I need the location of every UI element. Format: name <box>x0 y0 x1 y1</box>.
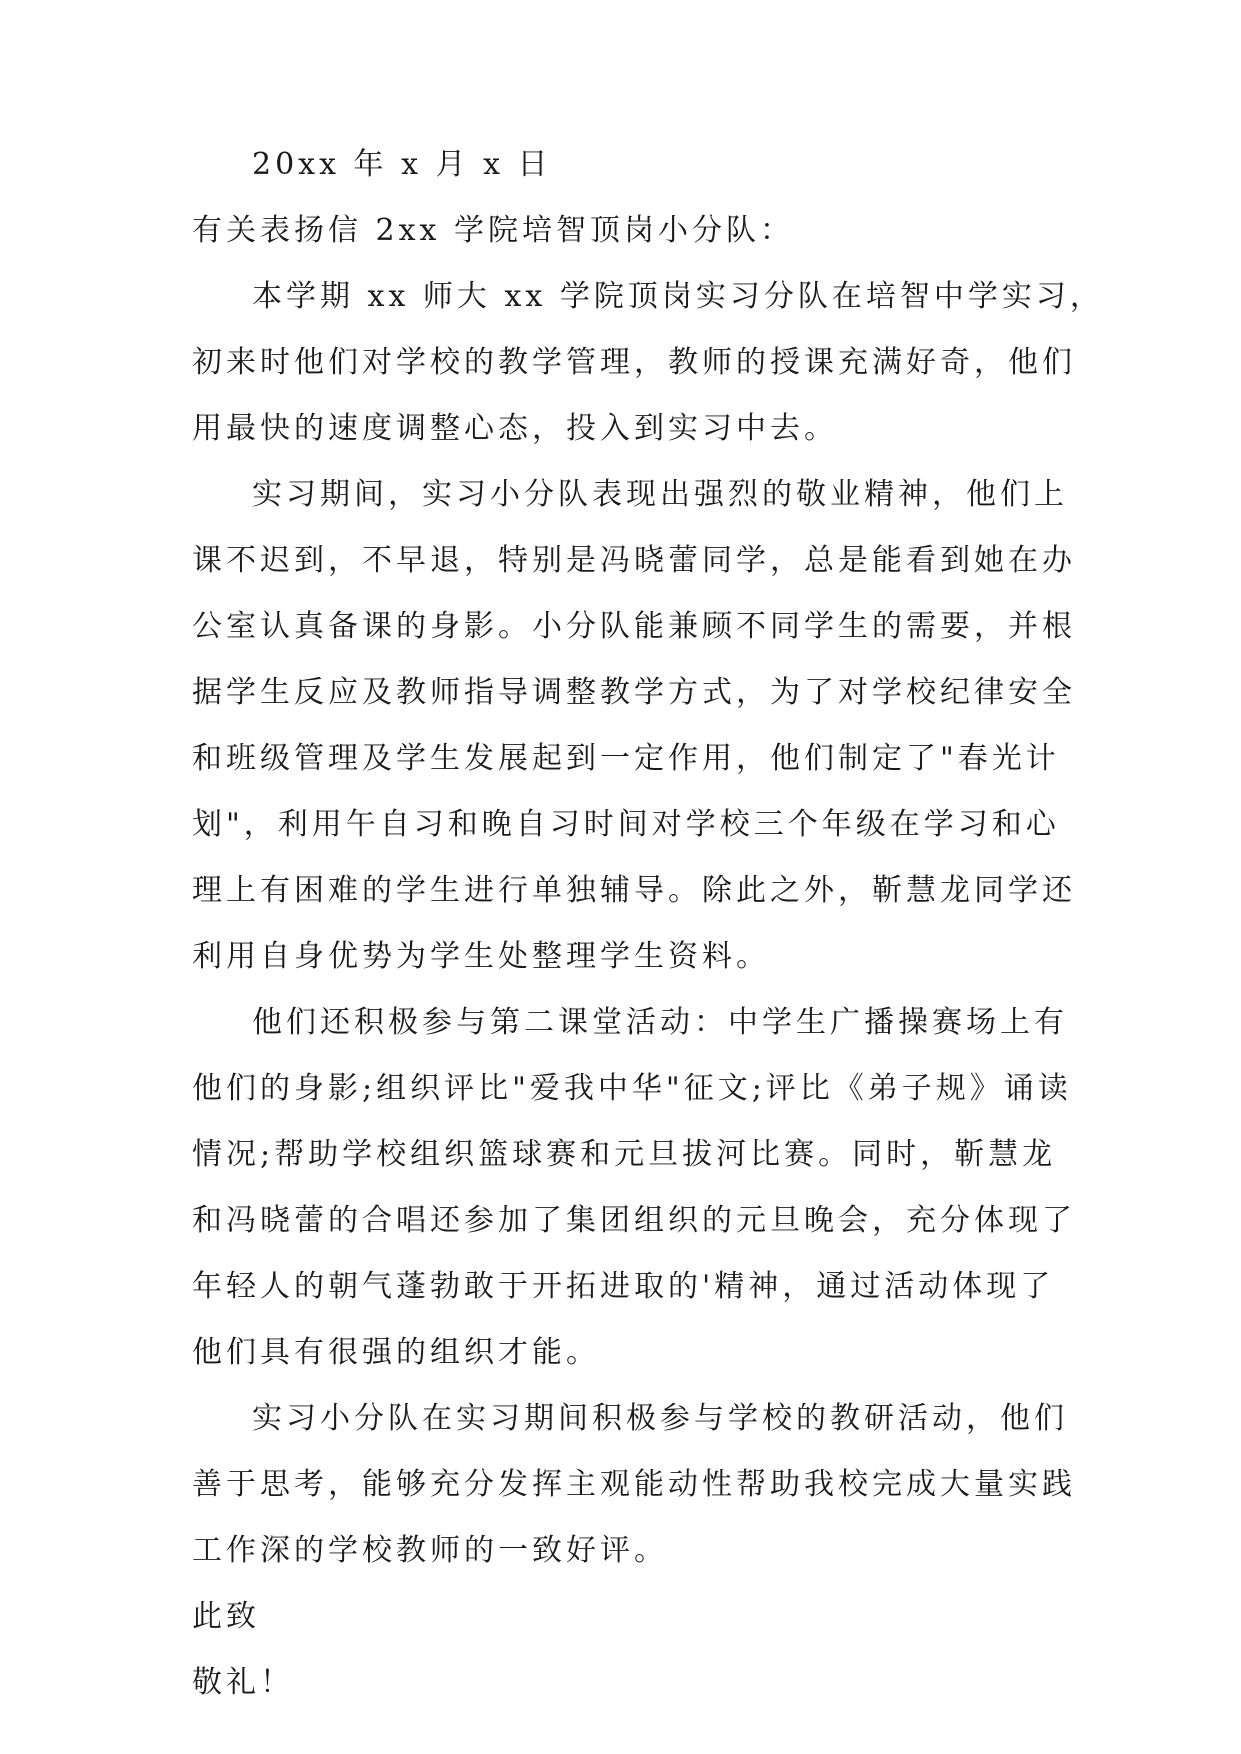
paragraph-line: 实习期间，实习小分队表现出强烈的敬业精神，他们上 <box>252 477 1068 512</box>
paragraph-line: 工作深的学校教师的一致好评。 <box>192 1533 668 1568</box>
paragraph-4 <box>192 1386 1076 1584</box>
paragraph-line: 本学期 xx 师大 xx 学院顶岗实习分队在培智中学实习， <box>252 279 1104 314</box>
paragraph-line: 他们的身影;组织评比"爱我中华"征文;评比《弟子规》诵读 <box>192 1071 1072 1106</box>
paragraph-line: 理上有困难的学生进行单独辅导。除此之外，靳慧龙同学还 <box>192 873 1076 908</box>
paragraph-line: 他们具有很强的组织才能。 <box>192 1335 600 1370</box>
paragraph-line: 用最快的速度调整心态，投入到实习中去。 <box>192 411 838 446</box>
salute-line: 敬礼！ <box>192 1665 294 1700</box>
letter-body <box>192 132 1104 1716</box>
closing-line: 此致 <box>192 1599 260 1634</box>
paragraph-3 <box>192 990 1076 1386</box>
paragraph-line: 实习小分队在实习期间积极参与学校的教研活动，他们 <box>252 1401 1068 1436</box>
paragraph-line: 课不迟到，不早退，特别是冯晓蕾同学，总是能看到她在办 <box>192 543 1076 578</box>
paragraph-line: 利用自身优势为学生处整理学生资料。 <box>192 939 770 974</box>
paragraph-line: 年轻人的朝气蓬勃敢于开拓进取的'精神，通过活动体现了 <box>192 1269 1055 1304</box>
paragraph-line: 善于思考，能够充分发挥主观能动性帮助我校完成大量实践 <box>192 1467 1076 1502</box>
date-line: 20xx 年 x 月 x 日 <box>252 147 552 182</box>
paragraph-line: 划"，利用午自习和晚自习时间对学校三个年级在学习和心 <box>192 807 1060 842</box>
paragraph-line: 和冯晓蕾的合唱还参加了集团组织的元旦晚会，充分体现了 <box>192 1203 1076 1238</box>
paragraph-2 <box>192 462 1076 990</box>
paragraph-line: 据学生反应及教师指导调整教学方式，为了对学校纪律安全 <box>192 675 1076 710</box>
paragraph-line: 和班级管理及学生发展起到一定作用，他们制定了"春光计 <box>192 741 1060 776</box>
letter-title: 有关表扬信 2xx 学院培智顶岗小分队： <box>192 213 794 248</box>
paragraph-line: 他们还积极参与第二课堂活动：中学生广播操赛场上有 <box>252 1005 1068 1040</box>
paragraph-line: 情况;帮助学校组织篮球赛和元旦拔河比赛。同时，靳慧龙 <box>192 1137 1057 1172</box>
paragraph-1 <box>192 264 1104 462</box>
paragraph-line: 初来时他们对学校的教学管理，教师的授课充满好奇，他们 <box>192 345 1076 380</box>
paragraph-line: 公室认真备课的身影。小分队能兼顾不同学生的需要，并根 <box>192 609 1076 644</box>
